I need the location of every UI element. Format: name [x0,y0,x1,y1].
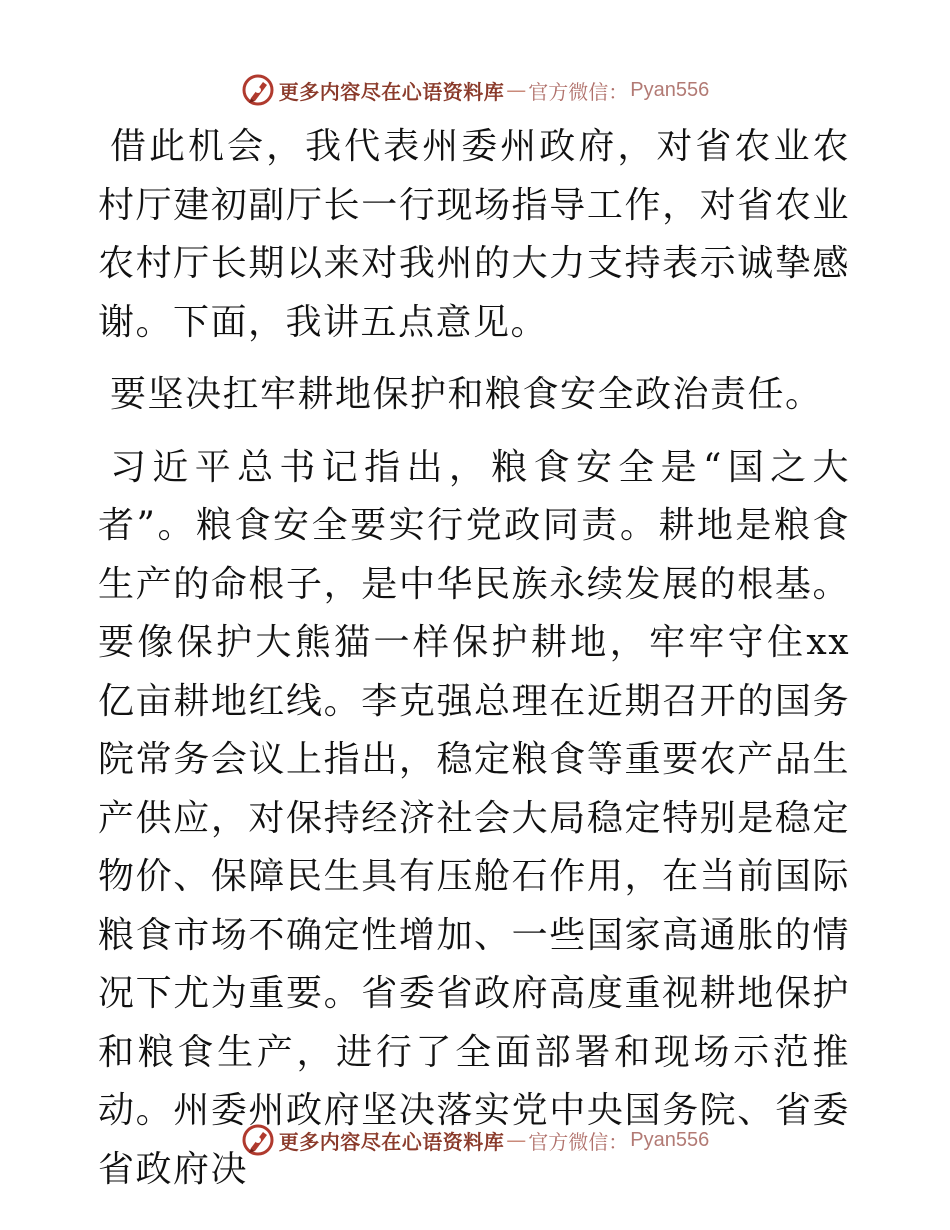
paragraph-intro: 借此机会，我代表州委州政府，对省农业农村厅建初副厅长一行现场指导工作，对省农业农村厅长期以来对我州的大力支持表示诚挚感谢。下面，我讲五点意见。 [98,126,850,343]
promo-text: 更多内容尽在心语资料库 [278,1129,505,1154]
wechat-id: Pyan556 [630,78,710,101]
paragraph-heading: 要坚决扛牢耕地保护和粮食安全政治责任。 [110,374,823,415]
footer-banner [0,1120,950,1160]
paragraph-main: 习近平总书记指出，粮食安全是“国之大者”。粮食安全要实行党政同责。耕地是粮食生产的命根子，是中华民族永续发展的根基。要像保护大熊猫一样保护耕地，牢牢守住xx亿亩耕地红线。李克强总理在近期召开的国务院常务会议上指出，稳定粮食等重要农产品生产供应，对保持经济社会大局稳定特别是稳定物价、保障民生具有压舱石作用，在当前国际粮食市场不确定性增加、一些国家高通胀的情况下尤为重要。省委省政府高度重视耕地保护和粮食生产，进行了全面部署和现场示范推动。州委州政府坚决落实党中央国务院、省委省政府决 [98,446,850,1190]
banner-separator: — [506,1128,527,1152]
header-banner [0,70,950,110]
pen-logo-icon [241,1123,275,1157]
wechat-label: 官方微信： [528,1129,629,1154]
wechat-id: Pyan556 [630,1128,710,1151]
document-body [98,118,850,1199]
pen-logo-icon [241,73,275,107]
wechat-label: 官方微信： [528,79,629,104]
promo-text: 更多内容尽在心语资料库 [278,79,505,104]
banner-separator: — [506,78,527,102]
